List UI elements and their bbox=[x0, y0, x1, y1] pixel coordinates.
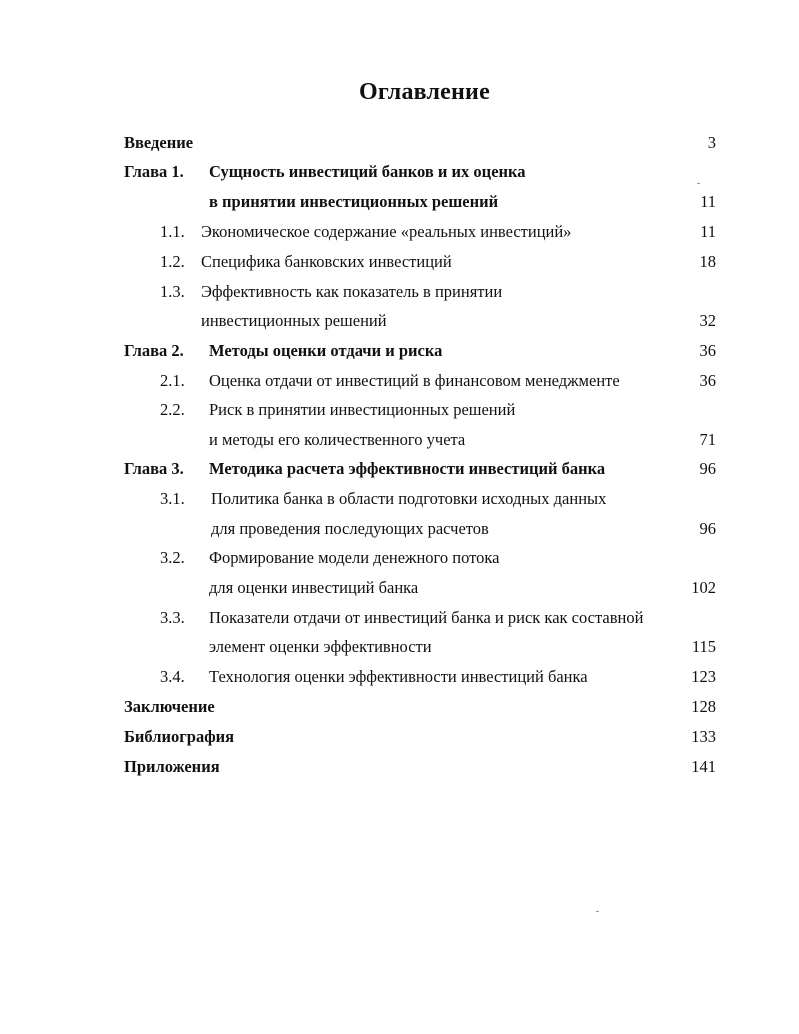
section-3-3-page: 115 bbox=[691, 637, 716, 656]
chapter-1-title-line2: в принятии инвестиционных решений bbox=[209, 192, 499, 211]
section-1-1-title: Экономическое содержание «реальных инвестиций» bbox=[201, 222, 572, 241]
section-1-3-page: 32 bbox=[699, 311, 716, 330]
section-2-1-number: 2.1. bbox=[160, 371, 185, 390]
chapter-3-title: Методика расчета эффективности инвестиций банка bbox=[209, 459, 606, 478]
chapter-2-page: 36 bbox=[699, 341, 716, 360]
section-2-2-number: 2.2. bbox=[160, 400, 185, 419]
section-3-3-number: 3.3. bbox=[160, 608, 185, 627]
toc-entry-conclusion-page: 128 bbox=[691, 697, 716, 716]
section-2-1-title: Оценка отдачи от инвестиций в финансовом менеджменте bbox=[209, 371, 620, 390]
page-title: Оглавление bbox=[359, 79, 490, 105]
toc-entry-appendices-label: Приложения bbox=[124, 757, 220, 776]
section-1-3-title-line2: инвестиционных решений bbox=[201, 311, 387, 330]
chapter-3-page: 96 bbox=[699, 459, 716, 478]
section-3-2-number: 3.2. bbox=[160, 548, 185, 567]
toc-entry-conclusion-label: Заключение bbox=[124, 697, 215, 716]
section-2-2-title-line2: и методы его количественного учета bbox=[209, 430, 466, 449]
section-2-2-title-line1: Риск в принятии инвестиционных решений bbox=[209, 400, 516, 419]
section-3-1-page: 96 bbox=[699, 519, 716, 538]
toc-entry-appendices-page: 141 bbox=[691, 757, 716, 776]
toc-entry-intro-page: 3 bbox=[707, 133, 716, 152]
section-3-2-page: 102 bbox=[691, 578, 716, 597]
section-1-2-title: Специфика банковских инвестиций bbox=[201, 252, 452, 271]
scan-speck bbox=[596, 911, 599, 912]
section-1-1-page: 11 bbox=[700, 222, 716, 241]
section-3-1-title-line2: для проведения последующих расчетов bbox=[211, 519, 489, 538]
scan-speck bbox=[697, 183, 700, 184]
section-3-4-page: 123 bbox=[691, 667, 716, 686]
section-3-2-title-line2: для оценки инвестиций банка bbox=[209, 578, 419, 597]
section-3-4-title: Технология оценки эффективности инвестиций банка bbox=[209, 667, 588, 686]
chapter-1-title-line1: Сущность инвестиций банков и их оценка bbox=[209, 162, 526, 181]
section-3-2-title-line1: Формирование модели денежного потока bbox=[209, 548, 500, 567]
section-1-2-number: 1.2. bbox=[160, 252, 185, 271]
section-3-3-title-line2: элемент оценки эффективности bbox=[209, 637, 432, 656]
section-1-2-page: 18 bbox=[699, 252, 716, 271]
toc-entry-bibliography-label: Библиография bbox=[124, 727, 235, 746]
chapter-1-number: Глава 1. bbox=[124, 162, 184, 181]
section-3-1-number: 3.1. bbox=[160, 489, 185, 508]
chapter-2-number: Глава 2. bbox=[124, 341, 184, 360]
section-1-1-number: 1.1. bbox=[160, 222, 185, 241]
section-3-4-number: 3.4. bbox=[160, 667, 185, 686]
section-3-3-title-line1: Показатели отдачи от инвестиций банка и риск как составной bbox=[209, 608, 644, 627]
chapter-1-page: 11 bbox=[700, 192, 716, 211]
chapter-3-number: Глава 3. bbox=[124, 459, 184, 478]
section-1-3-title-line1: Эффективность как показатель в принятии bbox=[201, 282, 503, 301]
section-1-3-number: 1.3. bbox=[160, 282, 185, 301]
section-3-1-title-line1: Политика банка в области подготовки исходных данных bbox=[211, 489, 607, 508]
toc-entry-intro-label: Введение bbox=[124, 133, 194, 152]
chapter-2-title: Методы оценки отдачи и риска bbox=[209, 341, 443, 360]
toc-entry-bibliography-page: 133 bbox=[691, 727, 716, 746]
section-2-1-page: 36 bbox=[699, 371, 716, 390]
section-2-2-page: 71 bbox=[699, 430, 716, 449]
